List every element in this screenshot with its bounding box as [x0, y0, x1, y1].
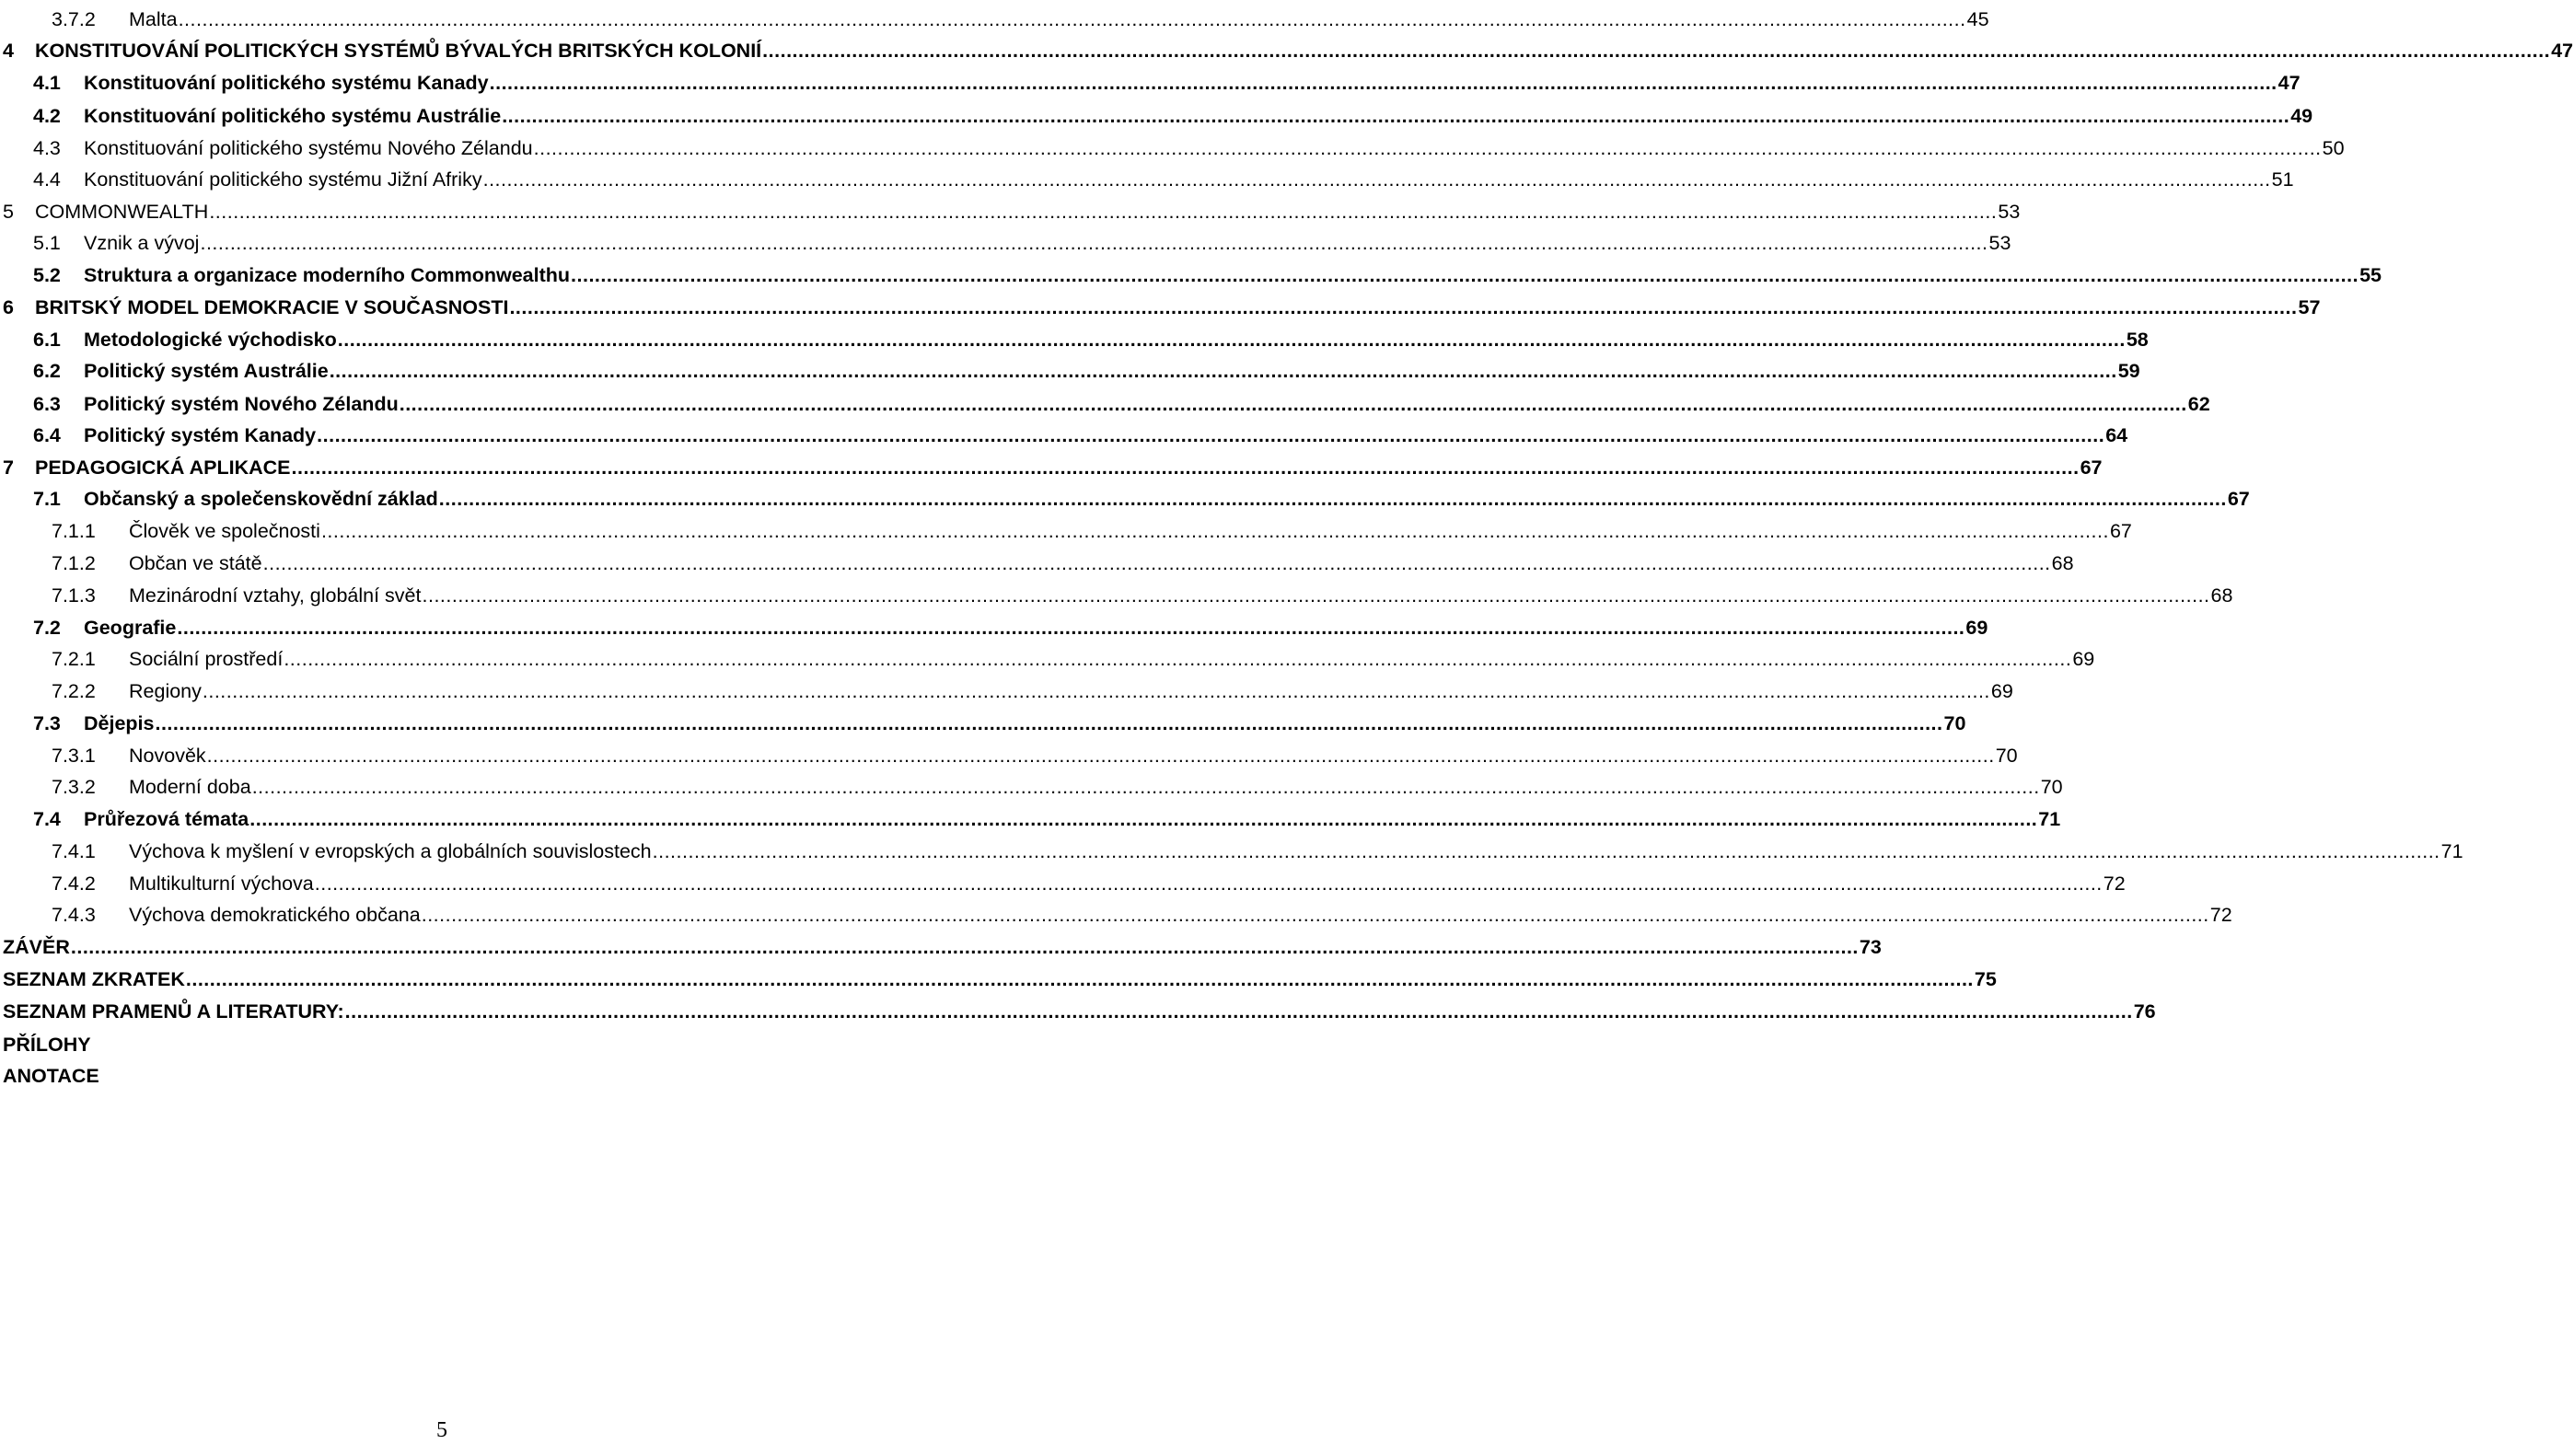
toc-entry-number: 7.1.3	[52, 584, 96, 607]
toc-entry-number: 7.2.1	[52, 648, 96, 670]
toc-entry-title: ANOTACE	[3, 1065, 99, 1087]
toc-entry-title: Výchova demokratického občana	[129, 904, 421, 926]
toc-entry[interactable]	[0, 129, 2345, 160]
toc-entry-title: COMMONWEALTH	[35, 201, 209, 223]
toc-entry-page: 71	[2038, 808, 2061, 830]
toc-entry[interactable]	[0, 736, 2018, 768]
toc-dot-leader: ............................................................................................................................................................................................................................................................................................................	[571, 264, 2359, 286]
toc-entry-number: 7.3	[33, 712, 61, 734]
toc-entry-title: Konstituování politického systému Kanady	[84, 72, 489, 94]
toc-entry-number: 7.4	[33, 808, 61, 830]
toc-entry-title: Novověk	[129, 745, 206, 767]
toc-dot-leader: ............................................................................................................................................................................................................................................................................................................	[482, 168, 2271, 191]
toc-dot-leader: ............................................................................................................................................................................................................................................................................................................	[344, 1000, 2133, 1023]
toc-entry-title: ZÁVĚR	[3, 936, 70, 958]
toc-entry[interactable]	[0, 352, 2140, 383]
toc-entry[interactable]	[0, 448, 2103, 480]
toc-entry-title: PŘÍLOHY	[3, 1034, 91, 1056]
toc-entry[interactable]	[0, 1025, 879, 1057]
toc-entry[interactable]	[0, 704, 1966, 735]
toc-entry-number: 3.7.2	[52, 8, 96, 30]
toc-dot-leader: ............................................................................................................................................................................................................................................................................................................	[533, 137, 2322, 159]
toc-entry-page: 75	[1974, 968, 1997, 990]
toc-entry-number: 7.1.2	[52, 552, 96, 574]
toc-entry-title: SEZNAM ZKRATEK	[3, 968, 185, 990]
toc-entry[interactable]	[0, 256, 2382, 287]
toc-entry[interactable]	[0, 800, 2061, 831]
toc-entry-page: 57	[2298, 296, 2321, 318]
toc-entry-number: 7.2.2	[52, 680, 96, 702]
toc-dot-leader: ............................................................................................................................................................................................................................................................................................................	[249, 808, 2038, 830]
toc-entry-page: 72	[2209, 904, 2232, 926]
toc-entry-title: Výchova k myšlení v evropských a globálních souvislostech	[129, 840, 652, 862]
toc-entry[interactable]	[0, 768, 2063, 799]
toc-entry[interactable]	[0, 224, 2011, 255]
toc-entry-number: 7.1.1	[52, 520, 96, 542]
toc-entry[interactable]	[0, 31, 2573, 63]
toc-entry-number: 7.2	[33, 617, 61, 639]
toc-entry-page: 69	[1965, 617, 1988, 639]
toc-entry[interactable]	[0, 0, 1989, 31]
toc-entry-page: 69	[1990, 680, 2013, 702]
toc-entry-page: 62	[2187, 393, 2210, 415]
toc-entry-title: Geografie	[84, 617, 177, 639]
toc-entry[interactable]	[0, 544, 2074, 575]
toc-entry[interactable]	[0, 896, 2232, 927]
toc-dot-leader: ............................................................................................................................................................................................................................................................................................................	[202, 680, 1990, 702]
toc-entry-page: 47	[2551, 40, 2573, 62]
toc-entry-page: 51	[2271, 168, 2294, 191]
toc-dot-leader: ............................................................................................................................................................................................................................................................................................................	[502, 105, 2290, 127]
toc-entry-page: 55	[2359, 264, 2382, 286]
toc-dot-leader: ............................................................................................................................................................................................................................................................................................................	[762, 40, 2551, 62]
toc-entry[interactable]	[0, 832, 2463, 863]
toc-dot-leader: ............................................................................................................................................................................................................................................................................................................	[438, 488, 2227, 510]
toc-dot-leader: ............................................................................................................................................................................................................................................................................................................	[317, 424, 2105, 446]
toc-entry-title: Konstituování politického systému Nového Zélandu	[84, 137, 533, 159]
toc-dot-leader: ............................................................................................................................................................................................................................................................................................................	[509, 296, 2298, 318]
toc-entry-title: SEZNAM PRAMENŮ A LITERATURY:	[3, 1000, 344, 1023]
toc-entry-title: PEDAGOGICKÁ APLIKACE	[35, 456, 291, 479]
toc-entry-page: 70	[1995, 745, 2018, 767]
toc-entry-number: 4	[3, 40, 14, 62]
toc-entry-title: Malta	[129, 8, 178, 30]
toc-entry[interactable]	[0, 320, 2149, 352]
toc-entry-number: 4.4	[33, 168, 61, 191]
toc-entry-number: 7.4.3	[52, 904, 96, 926]
toc-entry-page: 67	[2109, 520, 2132, 542]
toc-entry-number: 4.1	[33, 72, 61, 94]
toc-entry-number: 5	[3, 201, 14, 223]
toc-entry-title: Dějepis	[84, 712, 155, 734]
toc-entry[interactable]	[0, 192, 2021, 224]
toc-entry[interactable]	[0, 385, 2210, 416]
toc-dot-leader: ............................................................................................................................................................................................................................................................................................................	[209, 201, 1998, 223]
toc-dot-leader: ............................................................................................................................................................................................................................................................................................................	[329, 360, 2117, 382]
toc-dot-leader: ............................................................................................................................................................................................................................................................................................................	[155, 712, 1943, 734]
toc-entry-number: 7.4.1	[52, 840, 96, 862]
toc-entry[interactable]	[0, 160, 2294, 191]
toc-entry[interactable]	[0, 576, 2233, 607]
toc-entry-title: Průřezová témata	[84, 808, 249, 830]
toc-dot-leader: ............................................................................................................................................................................................................................................................................................................	[314, 872, 2103, 895]
toc-entry-title: Konstituování politického systému Jižní Afriky	[84, 168, 482, 191]
toc-entry-page: 45	[1966, 8, 1989, 30]
toc-entry-page: 59	[2117, 360, 2140, 382]
toc-dot-leader: ............................................................................................................................................................................................................................................................................................................	[291, 456, 2080, 479]
toc-dot-leader: ............................................................................................................................................................................................................................................................................................................	[337, 329, 2126, 351]
toc-entry[interactable]	[0, 97, 2313, 128]
toc-entry[interactable]	[0, 288, 2321, 319]
toc-entry-title: Metodologické východisko	[84, 329, 337, 351]
toc-dot-leader: ............................................................................................................................................................................................................................................................................................................	[399, 393, 2187, 415]
toc-entry-number: 4.3	[33, 137, 61, 159]
toc-entry[interactable]	[0, 672, 2013, 703]
toc-dot-leader: ............................................................................................................................................................................................................................................................................................................	[178, 8, 1966, 30]
toc-entry-number: 4.2	[33, 105, 61, 127]
toc-entry-title: Multikulturní výchova	[129, 872, 314, 895]
toc-dot-leader: ............................................................................................................................................................................................................................................................................................................	[200, 232, 1988, 254]
toc-entry-title: Regiony	[129, 680, 202, 702]
toc-dot-leader: ............................................................................................................................................................................................................................................................................................................	[320, 520, 2109, 542]
toc-dot-leader: ............................................................................................................................................................................................................................................................................................................	[70, 936, 1859, 958]
toc-entry-title: Struktura a organizace moderního Commonwealthu	[84, 264, 571, 286]
toc-dot-leader: ............................................................................................................................................................................................................................................................................................................	[284, 648, 2072, 670]
toc-entry-number: 6.4	[33, 424, 61, 446]
toc-entry-title: Politický systém Nového Zélandu	[84, 393, 399, 415]
toc-entry-page: 68	[2210, 584, 2233, 607]
toc-entry-number: 6	[3, 296, 14, 318]
toc-entry-page: 68	[2051, 552, 2074, 574]
toc-entry-number: 5.2	[33, 264, 61, 286]
toc-entry-title: Občan ve státě	[129, 552, 262, 574]
toc-dot-leader: ............................................................................................................................................................................................................................................................................................................	[177, 617, 1965, 639]
toc-entry-title: Člověk ve společnosti	[129, 520, 320, 542]
toc-entry-page: 53	[1988, 232, 2011, 254]
toc-entry-page: 49	[2290, 105, 2313, 127]
toc-dot-leader: ............................................................................................................................................................................................................................................................................................................	[251, 776, 2040, 798]
toc-entry-page: 71	[2440, 840, 2463, 862]
toc-entry[interactable]	[0, 416, 2128, 447]
toc-entry-number: 6.3	[33, 393, 61, 415]
toc-entry-page: 72	[2103, 872, 2126, 895]
toc-dot-leader: ............................................................................................................................................................................................................................................................................................................	[206, 745, 1995, 767]
toc-entry-number: 7	[3, 456, 14, 479]
toc-entry-page: 53	[1998, 201, 2021, 223]
toc-entry[interactable]	[0, 64, 2301, 95]
toc-entry-title: BRITSKÝ MODEL DEMOKRACIE V SOUČASNOSTI	[35, 296, 509, 318]
toc-entry-title: Politický systém Austrálie	[84, 360, 329, 382]
toc-entry-title: Občanský a společenskovědní základ	[84, 488, 438, 510]
toc-entry-number: 7.3.1	[52, 745, 96, 767]
toc-entry-page: 76	[2133, 1000, 2156, 1023]
toc-entry-page: 73	[1859, 936, 1882, 958]
toc-entry-title: Politický systém Kanady	[84, 424, 317, 446]
toc-entry-number: 6.2	[33, 360, 61, 382]
toc-entry-page: 70	[2040, 776, 2063, 798]
toc-entry-number: 7.1	[33, 488, 61, 510]
toc-entry-title: Vznik a vývoj	[84, 232, 200, 254]
toc-entry-page: 64	[2105, 424, 2128, 446]
toc-entry[interactable]	[0, 864, 2126, 896]
toc-dot-leader: ............................................................................................................................................................................................................................................................................................................	[262, 552, 2051, 574]
toc-entry[interactable]	[0, 1057, 879, 1088]
toc-entry-page: 47	[2277, 72, 2301, 94]
toc-entry-number: 6.1	[33, 329, 61, 351]
toc-entry[interactable]	[0, 480, 2250, 511]
toc-entry-title: Sociální prostředí	[129, 648, 284, 670]
toc-dot-leader: ............................................................................................................................................................................................................................................................................................................	[422, 584, 2210, 607]
toc-dot-leader: ............................................................................................................................................................................................................................................................................................................	[652, 840, 2440, 862]
toc-entry-title: KONSTITUOVÁNÍ POLITICKÝCH SYSTÉMŮ BÝVALÝCH BRITSKÝCH KOLONIÍ	[35, 40, 762, 62]
toc-entry-page: 67	[2080, 456, 2103, 479]
toc-entry[interactable]	[0, 992, 2156, 1023]
toc-entry-page: 70	[1943, 712, 1966, 734]
toc-entry-number: 7.4.2	[52, 872, 96, 895]
toc-entry-page: 50	[2322, 137, 2345, 159]
toc-entry[interactable]	[0, 960, 1997, 991]
toc-dot-leader: ............................................................................................................................................................................................................................................................................................................	[489, 72, 2277, 94]
toc-entry[interactable]	[0, 928, 1882, 959]
toc-entry[interactable]	[0, 608, 1988, 640]
toc-entry[interactable]	[0, 640, 2095, 671]
toc-entry-page: 69	[2072, 648, 2095, 670]
toc-entry[interactable]	[0, 512, 2132, 543]
toc-entry-page: 58	[2126, 329, 2149, 351]
page-number: 5	[436, 1418, 447, 1442]
toc-entry-number: 7.3.2	[52, 776, 96, 798]
toc-entry-page: 67	[2227, 488, 2250, 510]
toc-entry-title: Konstituování politického systému Austrálie	[84, 105, 502, 127]
toc-dot-leader: ............................................................................................................................................................................................................................................................................................................	[185, 968, 1974, 990]
toc-entry-title: Mezinárodní vztahy, globální svět	[129, 584, 422, 607]
toc-dot-leader: ............................................................................................................................................................................................................................................................................................................	[421, 904, 2209, 926]
toc-entry-number: 5.1	[33, 232, 61, 254]
toc-entry-title: Moderní doba	[129, 776, 251, 798]
